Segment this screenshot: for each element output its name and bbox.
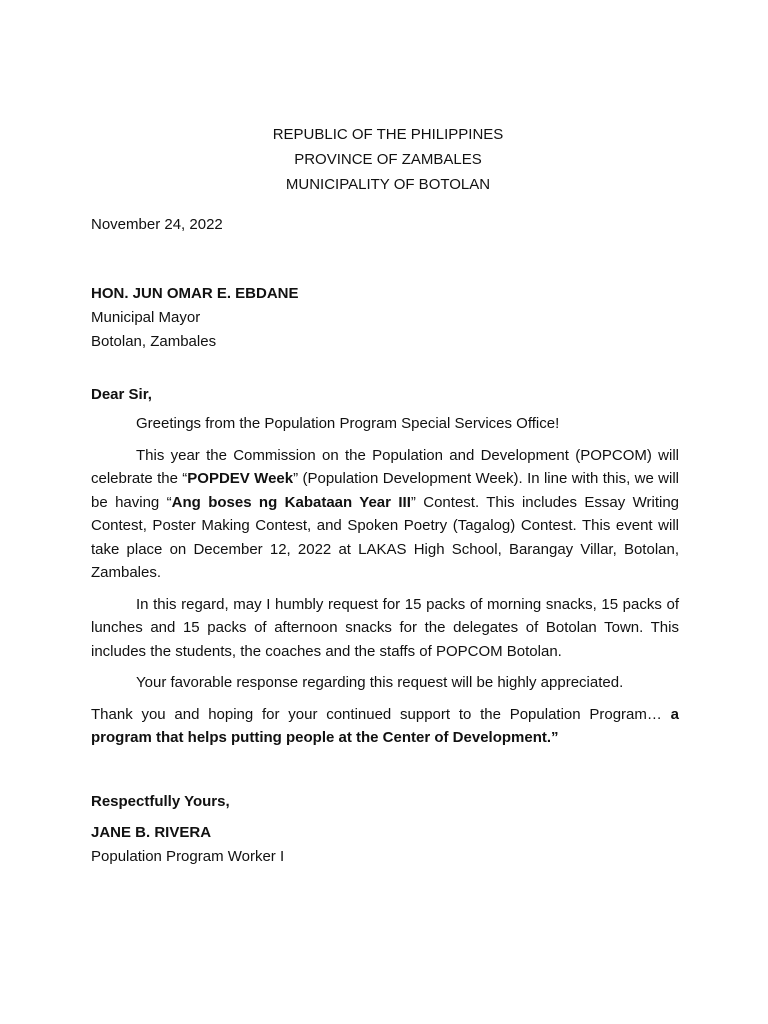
appreciation-paragraph: Your favorable response regarding this request will be highly appreciated. [136,674,624,691]
letterhead-line-country: REPUBLIC OF THE PHILIPPINES [272,126,504,143]
signer-name: JANE B. RIVERA [91,824,212,841]
greeting-paragraph: Greetings from the Population Program Special Services Office! [136,415,560,432]
event-text-3: ” Contest. This includes Essay Writing Contest, Poster Making Contest, and Spoken Poetry (Tagalog) Contest. This event will take place on December 12, 2022 at LAKAS High School, Barangay Villar, Botolan, Zambales. [91,493,680,581]
event-paragraph [91,444,679,585]
thanks-paragraph [91,703,679,750]
recipient-name: HON. JUN OMAR E. EBDANE [91,284,299,302]
letterhead [91,122,679,197]
letterhead-line-province: PROVINCE OF ZAMBALES [294,151,482,168]
event-text-1: This year the Commission on the Population and Development (POPCOM) will celebrate the “ [91,446,679,487]
recipient-block [91,282,679,354]
letter-date: November 24, 2022 [91,216,223,233]
recipient-location: Botolan, Zambales [91,332,217,350]
program-tagline-bold: a program that helps putting people at the Center of Development.” [91,705,679,746]
event-text-2: ” (Population Development Week). In line with this, we will be having “ [91,470,679,511]
request-paragraph: In this regard, may I humbly request for 15 packs of morning snacks, 15 packs of lunches and 15 packs of afternoon snacks for the delegates of Botolan Town. This includes the students, the coaches and the staffs of POPCOM Botolan. [91,595,679,660]
contest-name-bold: Ang boses ng Kabataan Year III [171,493,411,511]
letterhead-line-municipality: MUNICIPALITY OF BOTOLAN [285,176,491,193]
signer-title: Population Program Worker I [91,848,285,865]
recipient-title: Municipal Mayor [91,308,201,326]
event-name-bold: POPDEV Week [187,470,294,487]
closing: Respectfully Yours, [91,792,230,810]
thanks-text: Thank you and hoping for your continued support to the Population Program… [91,705,671,723]
salutation: Dear Sir, [91,385,152,403]
letter-page [91,122,679,869]
